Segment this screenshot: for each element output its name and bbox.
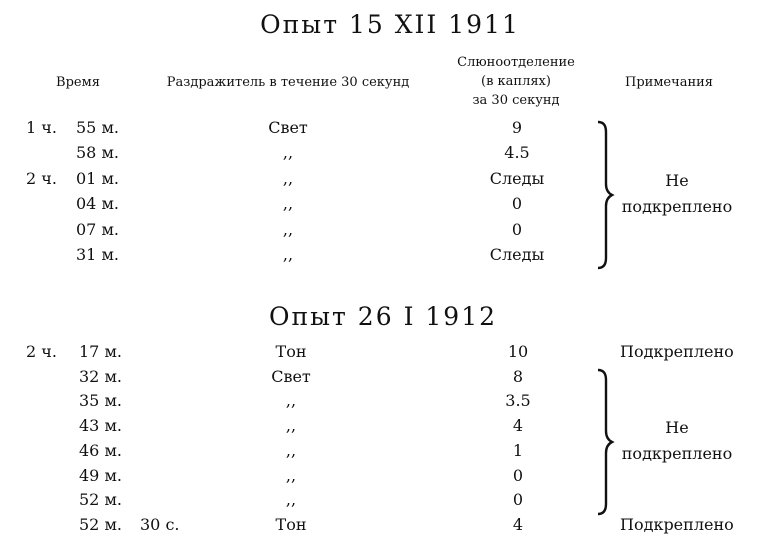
drops-cell: Следы — [489, 245, 545, 264]
drops-cell: 4 — [512, 515, 524, 534]
drops-cell: 0 — [511, 194, 523, 213]
time-minute: 52 м. — [79, 490, 122, 509]
time-minute: 31 м. — [76, 245, 119, 264]
experiment2-brace-note-line1: Не — [665, 418, 689, 437]
stimulus-cell: ,, — [282, 169, 294, 188]
stimulus-cell: Тон — [275, 342, 307, 361]
experiment2-brace-note-line2: подкреплено — [621, 444, 733, 463]
time-minute: 43 м. — [79, 416, 122, 435]
stimulus-cell: ,, — [282, 194, 294, 213]
note-cell: Подкреплено — [620, 515, 734, 534]
time-minute: 49 м. — [79, 466, 122, 485]
time-minute: 32 м. — [79, 367, 122, 386]
note-cell: Подкреплено — [620, 342, 734, 361]
time-hour: 2 ч. — [26, 169, 57, 188]
drops-cell: 0 — [512, 490, 524, 509]
experiment1-brace-note-line1: Не — [665, 171, 689, 190]
time-minute: 07 м. — [76, 220, 119, 239]
stimulus-cell: ,, — [282, 220, 294, 239]
stimulus-cell: ,, — [282, 143, 294, 162]
header-salivation — [444, 53, 588, 110]
time-minute: 01 м. — [76, 169, 119, 188]
time-minute: 52 м. — [79, 515, 122, 534]
time-minute: 55 м. — [76, 118, 119, 137]
time-minute: 17 м. — [79, 342, 122, 361]
header-salivation-line3: за 30 секунд — [472, 93, 560, 108]
experiment1-brace-note-line2: подкреплено — [621, 197, 733, 216]
drops-cell: 9 — [511, 118, 523, 137]
drops-cell: 0 — [512, 466, 524, 485]
time-hour: 2 ч. — [26, 342, 57, 361]
header-salivation-line2: (в каплях) — [481, 74, 551, 89]
time-minute: 04 м. — [76, 194, 119, 213]
header-salivation-line1: Слюноотделение — [457, 55, 575, 70]
drops-cell: 8 — [512, 367, 524, 386]
stimulus-cell: ,, — [285, 466, 297, 485]
stimulus-cell: Свет — [271, 367, 311, 386]
drops-cell: 4.5 — [504, 143, 530, 162]
time-minute: 35 м. — [79, 391, 122, 410]
stimulus-cell: Тон — [275, 515, 307, 534]
header-notes: Примечания — [624, 75, 714, 90]
stimulus-cell: ,, — [285, 416, 297, 435]
drops-cell: Следы — [489, 169, 545, 188]
stimulus-cell: ,, — [285, 391, 297, 410]
experiment2-brace-note — [612, 415, 742, 467]
drops-cell: 10 — [507, 342, 529, 361]
stimulus-cell: ,, — [282, 245, 294, 264]
drops-cell: 0 — [511, 220, 523, 239]
drops-cell: 4 — [512, 416, 524, 435]
drops-cell: 1 — [512, 441, 524, 460]
time-hour: 1 ч. — [26, 118, 57, 137]
drops-cell: 3.5 — [505, 391, 531, 410]
time-seconds: 30 с. — [140, 515, 180, 534]
experiment2-title: Опыт 26 I 1912 — [268, 302, 498, 331]
stimulus-cell: Свет — [268, 118, 308, 137]
header-time: Время — [56, 75, 100, 90]
time-minute: 58 м. — [76, 143, 119, 162]
header-stimulus: Раздражитель в течение 30 секунд — [166, 75, 410, 90]
experiment1-brace-note — [612, 168, 742, 220]
stimulus-cell: ,, — [285, 490, 297, 509]
time-minute: 46 м. — [79, 441, 122, 460]
stimulus-cell: ,, — [285, 441, 297, 460]
experiment1-title: Опыт 15 XII 1911 — [260, 10, 520, 39]
